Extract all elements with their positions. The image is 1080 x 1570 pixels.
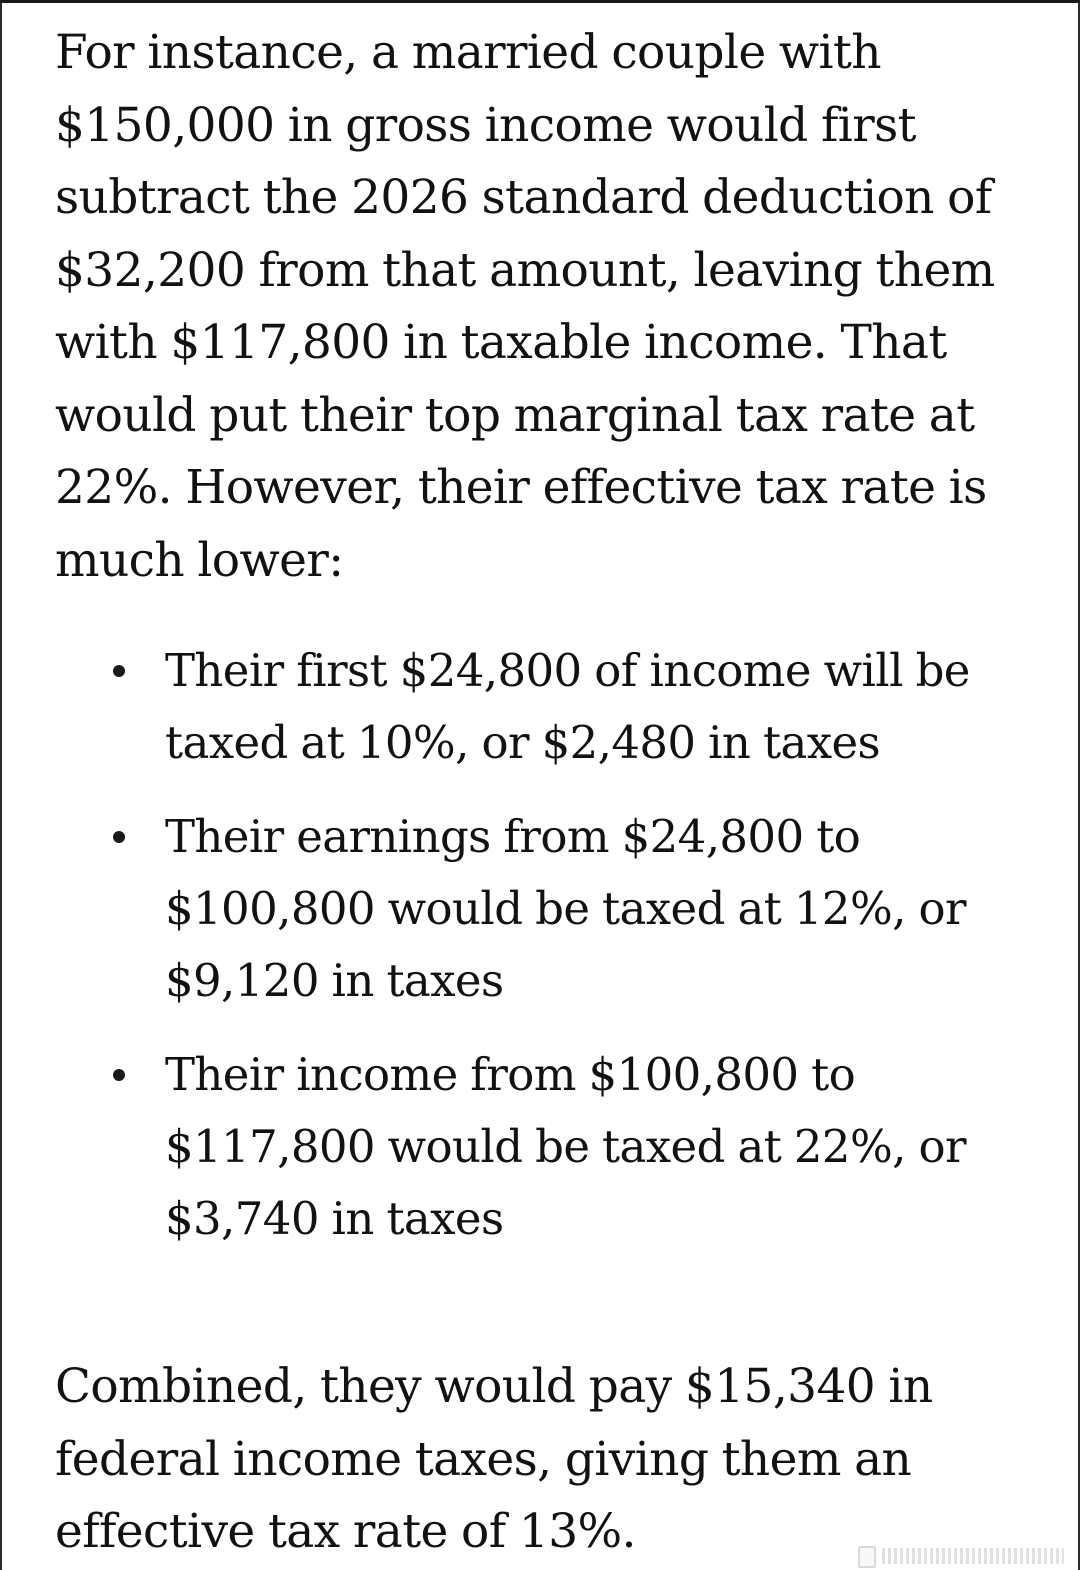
watermark-logo: [858, 1540, 1064, 1566]
intro-paragraph: For instance, a married couple with $150,000 in gross income would first subtract the 2026 standard deduction of $32,200 from that amount, leaving them with $117,800 in taxable income. That would put their top marginal tax rate at 22%. However, their effective tax rate is much lower:: [55, 25, 995, 588]
bullet-icon: [113, 1069, 125, 1081]
watermark-mark: [882, 1548, 1064, 1564]
list-item: [113, 801, 1013, 1017]
bullet-icon: [113, 831, 125, 843]
watermark-icon: [858, 1546, 876, 1568]
tax-bracket-list: [113, 635, 1013, 1277]
closing-paragraph: Combined, they would pay $15,340 in federal income taxes, giving them an effective tax rate of 13%.: [55, 1359, 933, 1559]
bullet-icon: [113, 665, 125, 677]
list-item-text: Their earnings from $24,800 to $100,800 would be taxed at 12%, or $9,120 in taxes: [165, 810, 966, 1007]
article-body: [55, 17, 1045, 1559]
list-item: [113, 1039, 1013, 1255]
list-item: [113, 635, 1013, 779]
list-item-text: Their income from $100,800 to $117,800 would be taxed at 22%, or $3,740 in taxes: [165, 1048, 966, 1245]
list-item-text: Their first $24,800 of income will be taxed at 10%, or $2,480 in taxes: [165, 644, 970, 769]
